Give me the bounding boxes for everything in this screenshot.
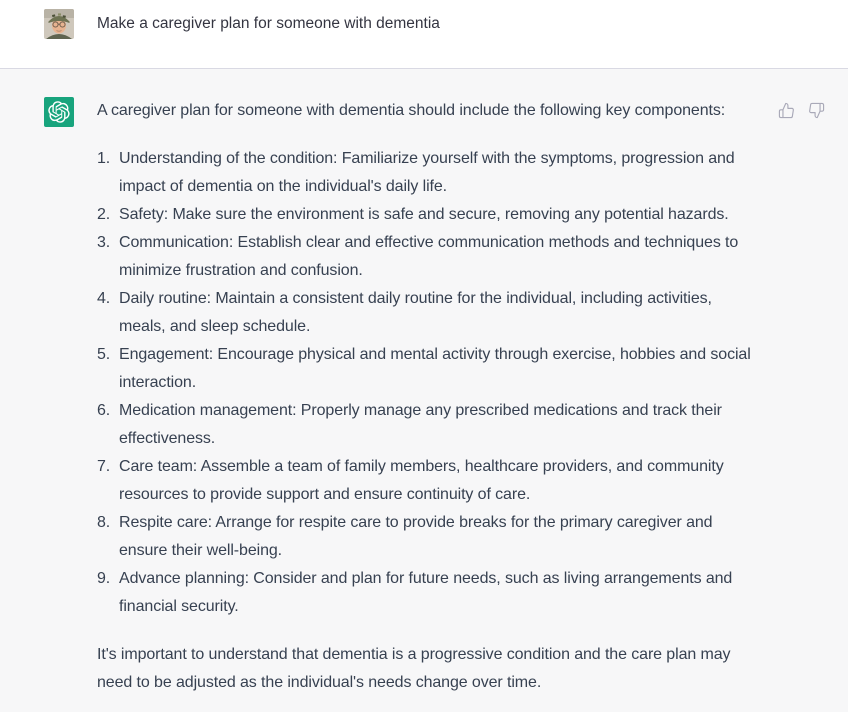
list-item-number: 4. bbox=[97, 290, 111, 307]
list-item bbox=[97, 229, 755, 285]
user-avatar bbox=[44, 9, 74, 39]
assistant-intro: A caregiver plan for someone with dementia should include the following key components: bbox=[97, 102, 726, 119]
list-item bbox=[97, 565, 755, 621]
thumbs-up-button[interactable] bbox=[778, 102, 795, 119]
list-item bbox=[97, 201, 755, 229]
list-item bbox=[97, 397, 755, 453]
list-item bbox=[97, 285, 755, 341]
user-message-text: Make a caregiver plan for someone with dementia bbox=[97, 15, 440, 32]
thumbs-up-icon bbox=[778, 102, 795, 119]
list-item-text: Advance planning: Consider and plan for future needs, such as living arrangements and financial security. bbox=[119, 570, 733, 615]
list-item bbox=[97, 509, 755, 565]
assistant-message-row bbox=[0, 68, 848, 712]
list-item-number: 8. bbox=[97, 514, 111, 531]
thumbs-down-icon bbox=[808, 102, 825, 119]
openai-logo-icon bbox=[48, 101, 70, 123]
list-item-text: Engagement: Encourage physical and mental activity through exercise, hobbies and social interaction. bbox=[119, 346, 751, 391]
list-item-number: 2. bbox=[97, 206, 111, 223]
chatgpt-avatar bbox=[44, 97, 74, 127]
list-item-number: 3. bbox=[97, 234, 111, 251]
list-item-number: 6. bbox=[97, 402, 111, 419]
list-item-text: Medication management: Properly manage any prescribed medications and track their effectiveness. bbox=[119, 402, 722, 447]
list-item-text: Understanding of the condition: Familiarize yourself with the symptoms, progression and impact of dementia on the individual's daily life. bbox=[119, 150, 735, 195]
assistant-outro: It's important to understand that dementia is a progressive condition and the care plan may need to be adjusted as the individual's needs change over time. bbox=[97, 646, 731, 691]
list-item-number: 5. bbox=[97, 346, 111, 363]
list-item-text: Daily routine: Maintain a consistent daily routine for the individual, including activities, meals, and sleep schedule. bbox=[119, 290, 712, 335]
user-message-row bbox=[0, 0, 848, 68]
thumbs-down-button[interactable] bbox=[808, 102, 825, 119]
list-item-number: 9. bbox=[97, 570, 111, 587]
user-photo-icon bbox=[44, 9, 74, 39]
caregiver-plan-list bbox=[97, 145, 755, 621]
list-item bbox=[97, 145, 755, 201]
list-item bbox=[97, 341, 755, 397]
feedback-actions bbox=[778, 102, 825, 119]
list-item-number: 7. bbox=[97, 458, 111, 475]
list-item-text: Respite care: Arrange for respite care to provide breaks for the primary caregiver and ensure their well-being. bbox=[119, 514, 713, 559]
assistant-message-content bbox=[97, 97, 755, 697]
list-item-text: Communication: Establish clear and effective communication methods and techniques to minimize frustration and confusion. bbox=[119, 234, 739, 279]
list-item bbox=[97, 453, 755, 509]
list-item-number: 1. bbox=[97, 150, 111, 167]
list-item-text: Care team: Assemble a team of family members, healthcare providers, and community resources to provide support and ensure continuity of care. bbox=[119, 458, 724, 503]
list-item-text: Safety: Make sure the environment is safe and secure, removing any potential hazards. bbox=[119, 206, 729, 223]
